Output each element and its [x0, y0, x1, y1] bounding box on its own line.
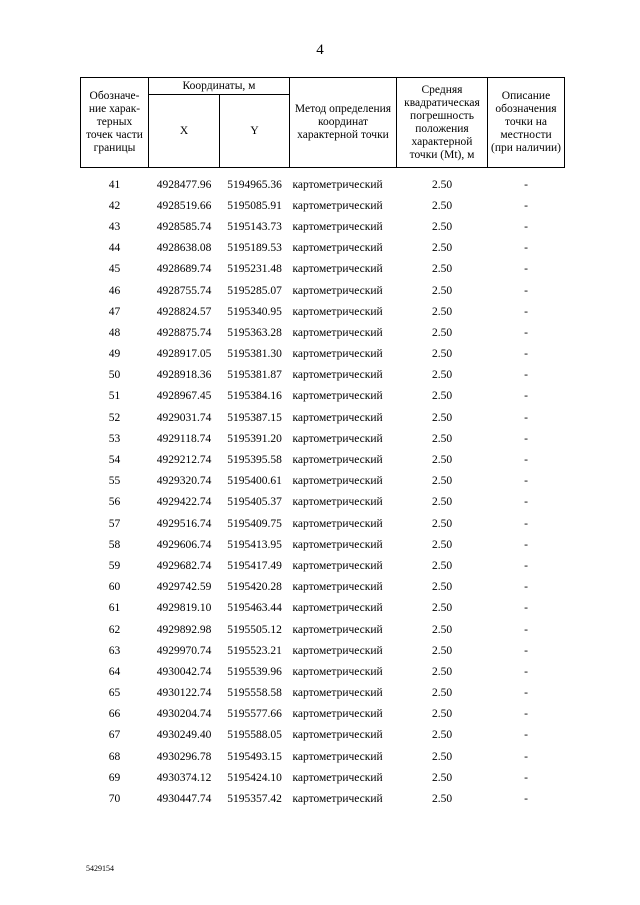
cell-method: картометрический [292, 581, 383, 594]
cell-method: картометрический [292, 708, 383, 721]
cell-method: картометрический [292, 644, 383, 657]
cell-description: - [524, 390, 528, 403]
cell-description: - [524, 602, 528, 615]
table-row [81, 683, 565, 704]
table-row [81, 746, 565, 767]
cell-error: 2.50 [431, 644, 453, 657]
cell-x-coordinate: 4929516.74 [156, 517, 212, 530]
cell-error: 2.50 [431, 771, 453, 784]
cell-x-coordinate: 4928477.96 [156, 178, 212, 191]
cell-y-coordinate: 5195558.58 [227, 687, 282, 700]
cell-point-number: 46 [108, 284, 121, 297]
cell-x-coordinate: 4930374.12 [156, 771, 212, 784]
cell-x-coordinate: 4928917.05 [156, 348, 212, 361]
cell-method: картометрический [292, 390, 383, 403]
cell-x-coordinate: 4930042.74 [156, 665, 212, 678]
cell-y-coordinate: 5195340.95 [227, 305, 282, 318]
cell-method: картометрический [292, 305, 383, 318]
cell-error: 2.50 [431, 305, 453, 318]
cell-x-coordinate: 4929892.98 [156, 623, 212, 636]
table-row [81, 640, 565, 661]
cell-point-number: 64 [108, 665, 121, 678]
cell-method: картометрический [292, 665, 383, 678]
cell-point-number: 47 [108, 305, 121, 318]
cell-error: 2.50 [431, 581, 453, 594]
cell-x-coordinate: 4928875.74 [156, 326, 212, 339]
table-row [81, 322, 565, 343]
cell-y-coordinate: 5195420.28 [227, 581, 282, 594]
cell-y-coordinate: 5195391.20 [227, 432, 282, 445]
cell-description: - [524, 559, 528, 572]
cell-x-coordinate: 4930204.74 [156, 708, 212, 721]
cell-description: - [524, 750, 528, 763]
cell-point-number: 45 [108, 263, 121, 276]
cell-description: - [524, 305, 528, 318]
cell-x-coordinate: 4930296.78 [156, 750, 212, 763]
cell-point-number: 63 [108, 644, 121, 657]
cell-method: картометрический [292, 369, 383, 382]
cell-point-number: 60 [108, 581, 121, 594]
table-body [81, 168, 565, 810]
cell-point-number: 50 [108, 369, 121, 382]
table-row [81, 238, 565, 259]
cell-error: 2.50 [431, 454, 453, 467]
table-row [81, 577, 565, 598]
table-row [81, 301, 565, 322]
cell-point-number: 62 [108, 623, 121, 636]
header-y: Y [220, 95, 290, 168]
cell-description: - [524, 538, 528, 551]
cell-point-number: 55 [108, 475, 121, 488]
cell-y-coordinate: 5195085.91 [227, 199, 282, 212]
cell-x-coordinate: 4928824.57 [156, 305, 212, 318]
cell-x-coordinate: 4928689.74 [156, 263, 212, 276]
cell-description: - [524, 284, 528, 297]
cell-x-coordinate: 4928967.45 [156, 390, 212, 403]
table-row [81, 259, 565, 280]
cell-y-coordinate: 5195189.53 [227, 242, 282, 255]
cell-method: картометрический [292, 432, 383, 445]
cell-x-coordinate: 4928638.08 [156, 242, 212, 255]
cell-x-coordinate: 4928585.74 [156, 220, 212, 233]
cell-point-number: 53 [108, 432, 121, 445]
cell-y-coordinate: 5195387.15 [227, 411, 282, 424]
cell-y-coordinate: 5195588.05 [227, 729, 282, 742]
cell-x-coordinate: 4928755.74 [156, 284, 212, 297]
cell-description: - [524, 729, 528, 742]
cell-error: 2.50 [431, 263, 453, 276]
cell-description: - [524, 454, 528, 467]
cell-description: - [524, 178, 528, 191]
cell-description: - [524, 242, 528, 255]
cell-error: 2.50 [431, 623, 453, 636]
table-row [81, 492, 565, 513]
table-header [81, 78, 565, 168]
cell-y-coordinate: 5195363.28 [227, 326, 282, 339]
cell-point-number: 51 [108, 390, 121, 403]
cell-point-number: 41 [108, 178, 121, 191]
table-row [81, 767, 565, 788]
cell-error: 2.50 [431, 284, 453, 297]
cell-method: картометрический [292, 242, 383, 255]
cell-method: картометрический [292, 475, 383, 488]
cell-y-coordinate: 5195505.12 [227, 623, 282, 636]
cell-x-coordinate: 4930447.74 [156, 793, 212, 806]
cell-x-coordinate: 4928918.36 [156, 369, 212, 382]
cell-x-coordinate: 4929682.74 [156, 559, 212, 572]
cell-method: картометрический [292, 559, 383, 572]
table-row [81, 449, 565, 470]
cell-method: картометрический [292, 729, 383, 742]
header-method: Метод определения координат характерной точки [290, 78, 397, 168]
cell-description: - [524, 475, 528, 488]
table-row [81, 661, 565, 682]
cell-x-coordinate: 4929031.74 [156, 411, 212, 424]
cell-method: картометрический [292, 602, 383, 615]
cell-description: - [524, 644, 528, 657]
cell-method: картометрический [292, 623, 383, 636]
cell-description: - [524, 220, 528, 233]
cell-point-number: 43 [108, 220, 121, 233]
cell-error: 2.50 [431, 475, 453, 488]
footer-code: 5429154 [86, 864, 114, 873]
cell-point-number: 57 [108, 517, 121, 530]
cell-y-coordinate: 5195463.44 [227, 602, 282, 615]
table-row [81, 704, 565, 725]
cell-description: - [524, 199, 528, 212]
cell-y-coordinate: 5195405.37 [227, 496, 282, 509]
cell-point-number: 58 [108, 538, 121, 551]
cell-method: картометрический [292, 284, 383, 297]
cell-y-coordinate: 5195539.96 [227, 665, 282, 678]
cell-error: 2.50 [431, 750, 453, 763]
cell-error: 2.50 [431, 326, 453, 339]
cell-error: 2.50 [431, 687, 453, 700]
coordinates-table [80, 77, 565, 810]
cell-error: 2.50 [431, 708, 453, 721]
header-error: Средняя квадратическая погрешность положения характерной точки (Mt), м [397, 78, 488, 168]
table-row [81, 280, 565, 301]
header-coordinates: Координаты, м [149, 78, 290, 95]
cell-x-coordinate: 4929742.59 [156, 581, 212, 594]
table-row [81, 555, 565, 576]
cell-y-coordinate: 5195231.48 [227, 263, 282, 276]
cell-x-coordinate: 4930249.40 [156, 729, 212, 742]
cell-description: - [524, 665, 528, 678]
cell-description: - [524, 708, 528, 721]
cell-description: - [524, 326, 528, 339]
cell-point-number: 61 [108, 602, 121, 615]
cell-error: 2.50 [431, 793, 453, 806]
cell-y-coordinate: 5195493.15 [227, 750, 282, 763]
cell-method: картометрический [292, 771, 383, 784]
cell-error: 2.50 [431, 411, 453, 424]
cell-description: - [524, 517, 528, 530]
table-row [81, 471, 565, 492]
cell-description: - [524, 687, 528, 700]
cell-x-coordinate: 4929819.10 [156, 602, 212, 615]
cell-y-coordinate: 5195417.49 [227, 559, 282, 572]
cell-method: картометрический [292, 687, 383, 700]
cell-point-number: 49 [108, 348, 121, 361]
cell-error: 2.50 [431, 369, 453, 382]
table-row [81, 195, 565, 216]
cell-y-coordinate: 5195357.42 [227, 793, 282, 806]
table-row [81, 428, 565, 449]
cell-point-number: 59 [108, 559, 121, 572]
cell-x-coordinate: 4929212.74 [156, 454, 212, 467]
cell-point-number: 48 [108, 326, 121, 339]
page-number: 4 [316, 42, 324, 58]
cell-error: 2.50 [431, 178, 453, 191]
cell-y-coordinate: 5195523.21 [227, 644, 282, 657]
table-row [81, 407, 565, 428]
cell-point-number: 54 [108, 454, 121, 467]
cell-x-coordinate: 4928519.66 [156, 199, 212, 212]
cell-method: картометрический [292, 454, 383, 467]
cell-description: - [524, 771, 528, 784]
cell-y-coordinate: 5194965.36 [227, 178, 282, 191]
cell-point-number: 70 [108, 793, 121, 806]
header-x: X [149, 95, 220, 168]
cell-x-coordinate: 4930122.74 [156, 687, 212, 700]
table-row [81, 725, 565, 746]
cell-point-number: 44 [108, 242, 121, 255]
cell-error: 2.50 [431, 517, 453, 530]
cell-y-coordinate: 5195424.10 [227, 771, 282, 784]
cell-method: картометрический [292, 348, 383, 361]
cell-y-coordinate: 5195409.75 [227, 517, 282, 530]
cell-method: картометрический [292, 411, 383, 424]
cell-description: - [524, 581, 528, 594]
cell-method: картометрический [292, 263, 383, 276]
cell-method: картометрический [292, 793, 383, 806]
cell-error: 2.50 [431, 538, 453, 551]
cell-error: 2.50 [431, 220, 453, 233]
cell-y-coordinate: 5195381.87 [227, 369, 282, 382]
cell-method: картометрический [292, 178, 383, 191]
cell-method: картометрический [292, 517, 383, 530]
cell-x-coordinate: 4929320.74 [156, 475, 212, 488]
cell-error: 2.50 [431, 496, 453, 509]
cell-point-number: 52 [108, 411, 121, 424]
cell-method: картометрический [292, 220, 383, 233]
table-row [81, 216, 565, 237]
cell-y-coordinate: 5195384.16 [227, 390, 282, 403]
cell-y-coordinate: 5195577.66 [227, 708, 282, 721]
cell-error: 2.50 [431, 390, 453, 403]
cell-method: картометрический [292, 750, 383, 763]
cell-y-coordinate: 5195143.73 [227, 220, 282, 233]
table-row [81, 365, 565, 386]
cell-description: - [524, 369, 528, 382]
cell-point-number: 69 [108, 771, 121, 784]
cell-y-coordinate: 5195285.07 [227, 284, 282, 297]
cell-error: 2.50 [431, 432, 453, 445]
cell-point-number: 67 [108, 729, 121, 742]
cell-point-number: 42 [108, 199, 121, 212]
table-row [81, 386, 565, 407]
table-row [81, 788, 565, 809]
cell-x-coordinate: 4929606.74 [156, 538, 212, 551]
cell-method: картометрический [292, 199, 383, 212]
cell-y-coordinate: 5195400.61 [227, 475, 282, 488]
cell-method: картометрический [292, 538, 383, 551]
cell-point-number: 56 [108, 496, 121, 509]
cell-y-coordinate: 5195413.95 [227, 538, 282, 551]
header-point-designation: Обозначе-ние харак-терных точек части границы [81, 78, 149, 168]
cell-point-number: 68 [108, 750, 121, 763]
table-row [81, 344, 565, 365]
cell-point-number: 66 [108, 708, 121, 721]
table-row [81, 534, 565, 555]
cell-error: 2.50 [431, 559, 453, 572]
cell-error: 2.50 [431, 602, 453, 615]
cell-description: - [524, 348, 528, 361]
cell-method: картометрический [292, 326, 383, 339]
cell-error: 2.50 [431, 199, 453, 212]
cell-description: - [524, 623, 528, 636]
cell-error: 2.50 [431, 242, 453, 255]
cell-point-number: 65 [108, 687, 121, 700]
cell-error: 2.50 [431, 729, 453, 742]
cell-description: - [524, 432, 528, 445]
cell-y-coordinate: 5195381.30 [227, 348, 282, 361]
cell-description: - [524, 793, 528, 806]
table-row [81, 168, 565, 196]
cell-x-coordinate: 4929970.74 [156, 644, 212, 657]
cell-error: 2.50 [431, 665, 453, 678]
cell-description: - [524, 496, 528, 509]
cell-y-coordinate: 5195395.58 [227, 454, 282, 467]
header-description: Описание обозначения точки на местности (при наличии) [488, 78, 565, 168]
cell-x-coordinate: 4929118.74 [156, 432, 212, 445]
cell-x-coordinate: 4929422.74 [156, 496, 212, 509]
table-row [81, 598, 565, 619]
cell-method: картометрический [292, 496, 383, 509]
cell-description: - [524, 263, 528, 276]
cell-description: - [524, 411, 528, 424]
cell-error: 2.50 [431, 348, 453, 361]
table-row [81, 619, 565, 640]
table-row [81, 513, 565, 534]
